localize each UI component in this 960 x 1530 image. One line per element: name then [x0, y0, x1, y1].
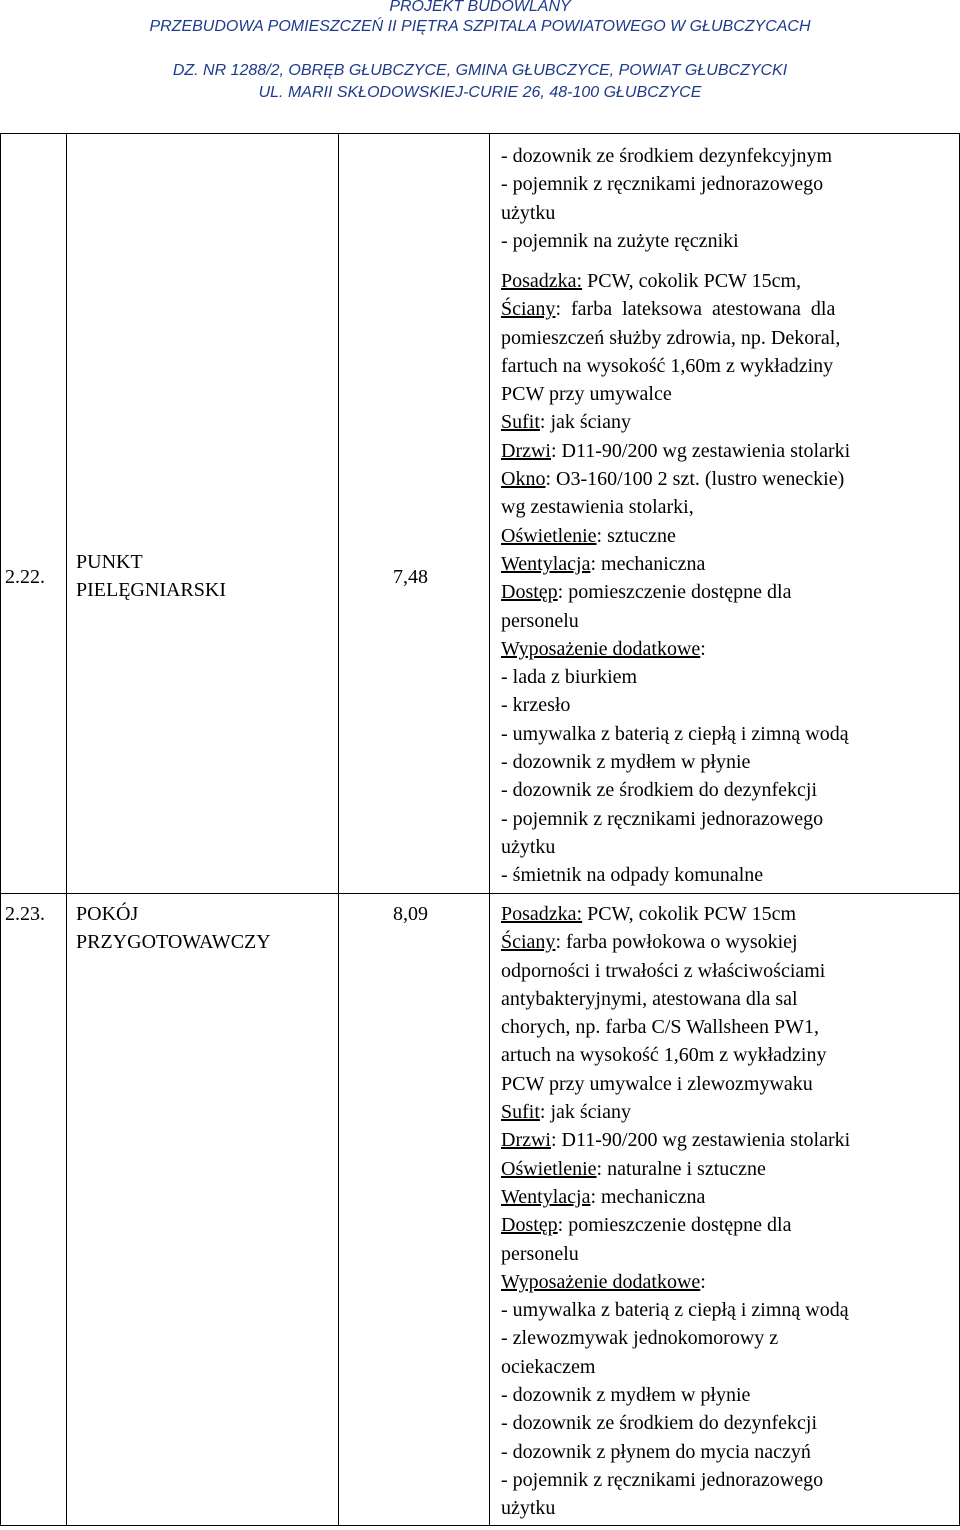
- field-value: PCW, cokolik PCW 15cm,: [582, 270, 801, 292]
- description-line: [501, 1013, 850, 1041]
- table-bottom-border: [0, 1525, 960, 1526]
- description-line: [501, 1098, 850, 1126]
- description-line: [501, 1409, 850, 1437]
- field-value: chorych, np. farba C/S Wallsheen PW1,: [501, 1016, 819, 1039]
- field-value: odporności i trwałości z właściwościami: [501, 959, 826, 982]
- field-value: : sztuczne: [596, 524, 676, 547]
- field-value: użytku: [501, 1497, 556, 1520]
- description-line: [501, 465, 850, 493]
- field-value: ociekaczem: [501, 1355, 596, 1378]
- field-value: antybakteryjnymi, atestowana dla sal: [501, 987, 798, 1010]
- description-line: [501, 1381, 850, 1409]
- description-line: [501, 635, 850, 663]
- field-value: - dozownik ze środkiem do dezynfekcji: [501, 1412, 818, 1435]
- field-label: Wentylacja: [501, 552, 591, 575]
- room-name-line: PUNKT: [76, 551, 143, 573]
- field-value: - dozownik ze środkiem do dezynfekcji: [501, 779, 818, 802]
- field-value: personelu: [501, 1242, 579, 1265]
- description-line: [501, 691, 850, 719]
- field-label: Dostęp: [501, 1214, 558, 1237]
- description-line: [501, 408, 850, 436]
- description-line: [501, 267, 850, 295]
- description-line: [501, 1268, 850, 1296]
- field-value: : jak ściany: [539, 411, 631, 434]
- row-2-23-description: [501, 900, 850, 1523]
- description-line: - dozownik ze środkiem dezynfekcyjnym: [501, 145, 833, 167]
- description-line: [501, 295, 850, 323]
- row-2-22-number: 2.22.: [5, 566, 45, 588]
- field-label: Posadzka:: [501, 270, 583, 292]
- description-line: [501, 607, 850, 635]
- field-value: :: [700, 1270, 706, 1293]
- description-line: [501, 1466, 850, 1494]
- header-project-title: PRZEBUDOWA POMIESZCZEŃ II PIĘTRA SZPITALA POWIATOWEGO W GŁUBCZYCACH: [149, 18, 811, 35]
- field-value: : farba lateksowa atestowana dla: [555, 298, 836, 321]
- field-label: Sufit: [501, 411, 540, 434]
- field-value: : pomieszczenie dostępne dla: [557, 581, 792, 604]
- description-line: [501, 1296, 850, 1324]
- field-value: PCW przy umywalce: [501, 383, 672, 406]
- room-name-line: POKÓJ: [76, 903, 139, 925]
- description-line: [501, 1324, 850, 1352]
- description-line: [501, 1438, 850, 1466]
- description-line: [501, 748, 850, 776]
- description-line: [501, 861, 850, 889]
- field-value: - krzesło: [501, 694, 571, 717]
- field-value: - umywalka z baterią z ciepłą i zimną wodą: [501, 1299, 849, 1322]
- field-value: - dozownik z mydłem w płynie: [501, 1384, 751, 1407]
- field-value: fartuch na wysokość 1,60m z wykładziny: [501, 354, 834, 377]
- continued-equipment-list: [501, 142, 832, 255]
- field-value: : mechaniczna: [590, 1185, 706, 1208]
- description-line: [501, 1183, 850, 1211]
- field-value: - pojemnik z ręcznikami jednorazowego: [501, 807, 824, 830]
- field-value: - dozownik z mydłem w płynie: [501, 751, 751, 774]
- row-2-23-room-name: [76, 900, 271, 957]
- description-line: - pojemnik na zużyte ręczniki: [501, 229, 739, 252]
- row-divider: [0, 893, 960, 894]
- header-address: UL. MARII SKŁODOWSKIEJ-CURIE 26, 48-100 GŁUBCZYCE: [258, 84, 702, 101]
- field-value: PCW, cokolik PCW 15cm: [582, 903, 796, 925]
- field-value: użytku: [501, 835, 556, 858]
- field-label: Wyposażenie dodatkowe: [501, 637, 701, 660]
- field-value: wg zestawienia stolarki,: [501, 496, 694, 519]
- room-name-line: PRZYGOTOWAWCZY: [76, 931, 271, 954]
- row-2-22-area: 7,48: [393, 566, 428, 588]
- header-project-type: PROJEKT BUDOWLANY: [389, 0, 571, 15]
- description-line: [501, 1126, 850, 1154]
- field-label: Dostęp: [501, 581, 558, 604]
- description-line: [501, 380, 850, 408]
- description-line: [501, 1211, 850, 1239]
- description-line: [501, 352, 850, 380]
- field-value: PCW przy umywalce i zlewozmywaku: [501, 1072, 813, 1095]
- field-value: : D11-90/200 wg zestawienia stolarki: [550, 439, 851, 462]
- field-label: Drzwi: [501, 439, 551, 462]
- room-name-line: PIELĘGNIARSKI: [76, 579, 226, 602]
- field-value: - dozownik z płynem do mycia naczyń: [501, 1440, 811, 1463]
- row-2-22-description: [501, 267, 850, 890]
- field-value: pomieszczeń służby zdrowia, np. Dekoral,: [501, 326, 841, 349]
- field-label: Sufit: [501, 1101, 540, 1124]
- field-label: Oświetlenie: [501, 524, 597, 547]
- field-label: Posadzka:: [501, 903, 583, 925]
- description-line: [501, 1353, 850, 1381]
- column-divider: [66, 133, 67, 1526]
- field-value: : jak ściany: [539, 1101, 631, 1124]
- description-line: [501, 1155, 850, 1183]
- field-value: - śmietnik na odpady komunalne: [501, 864, 764, 887]
- description-line: [501, 833, 850, 861]
- description-line: [501, 522, 850, 550]
- field-label: Wyposażenie dodatkowe: [501, 1270, 701, 1293]
- header-plot-info: DZ. NR 1288/2, OBRĘB GŁUBCZYCE, GMINA GŁUBCZYCE, POWIAT GŁUBCZYCKI: [172, 62, 788, 79]
- description-line: [501, 985, 850, 1013]
- field-label: Okno: [501, 468, 546, 491]
- field-value: - zlewozmywak jednokomorowy z: [501, 1327, 779, 1350]
- row-2-23-number: 2.23.: [5, 903, 45, 925]
- column-divider: [338, 133, 339, 1526]
- table-top-border: [0, 133, 960, 134]
- description-line: - pojemnik z ręcznikami jednorazowego: [501, 173, 824, 196]
- description-line: [501, 805, 850, 833]
- field-value: : pomieszczenie dostępne dla: [557, 1214, 792, 1237]
- field-value: : naturalne i sztuczne: [596, 1157, 766, 1180]
- field-value: - pojemnik z ręcznikami jednorazowego: [501, 1468, 824, 1491]
- field-value: :: [700, 637, 706, 660]
- description-line: [501, 663, 850, 691]
- field-value: : mechaniczna: [590, 552, 706, 575]
- description-line: [501, 957, 850, 985]
- description-line: [501, 550, 850, 578]
- description-line: [501, 776, 850, 804]
- description-line: [501, 720, 850, 748]
- description-line: [501, 1494, 850, 1522]
- description-line: użytku: [501, 201, 556, 224]
- description-line: [501, 928, 850, 956]
- description-line: [501, 1070, 850, 1098]
- field-label: Drzwi: [501, 1129, 551, 1152]
- field-value: personelu: [501, 609, 579, 632]
- row-2-23-area: 8,09: [393, 903, 428, 925]
- table-left-border: [0, 133, 1, 1526]
- description-line: [501, 324, 850, 352]
- row-2-22-room-name: [76, 548, 226, 605]
- field-value: - umywalka z baterią z ciepłą i zimną wodą: [501, 722, 849, 745]
- field-value: : D11-90/200 wg zestawienia stolarki: [550, 1129, 851, 1152]
- field-value: - lada z biurkiem: [501, 666, 638, 689]
- description-line: [501, 437, 850, 465]
- field-label: Oświetlenie: [501, 1157, 597, 1180]
- description-line: [501, 493, 850, 521]
- field-value: artuch na wysokość 1,60m z wykładziny: [501, 1044, 827, 1067]
- field-label: Wentylacja: [501, 1185, 591, 1208]
- description-line: [501, 578, 850, 606]
- description-line: [501, 1041, 850, 1069]
- field-label: Ściany: [501, 298, 556, 321]
- column-divider: [489, 133, 490, 1526]
- field-label: Ściany: [501, 931, 556, 954]
- description-line: [501, 1240, 850, 1268]
- description-line: [501, 900, 850, 928]
- field-value: : O3-160/100 2 szt. (lustro weneckie): [545, 468, 845, 491]
- field-value: : farba powłokowa o wysokiej: [555, 931, 798, 954]
